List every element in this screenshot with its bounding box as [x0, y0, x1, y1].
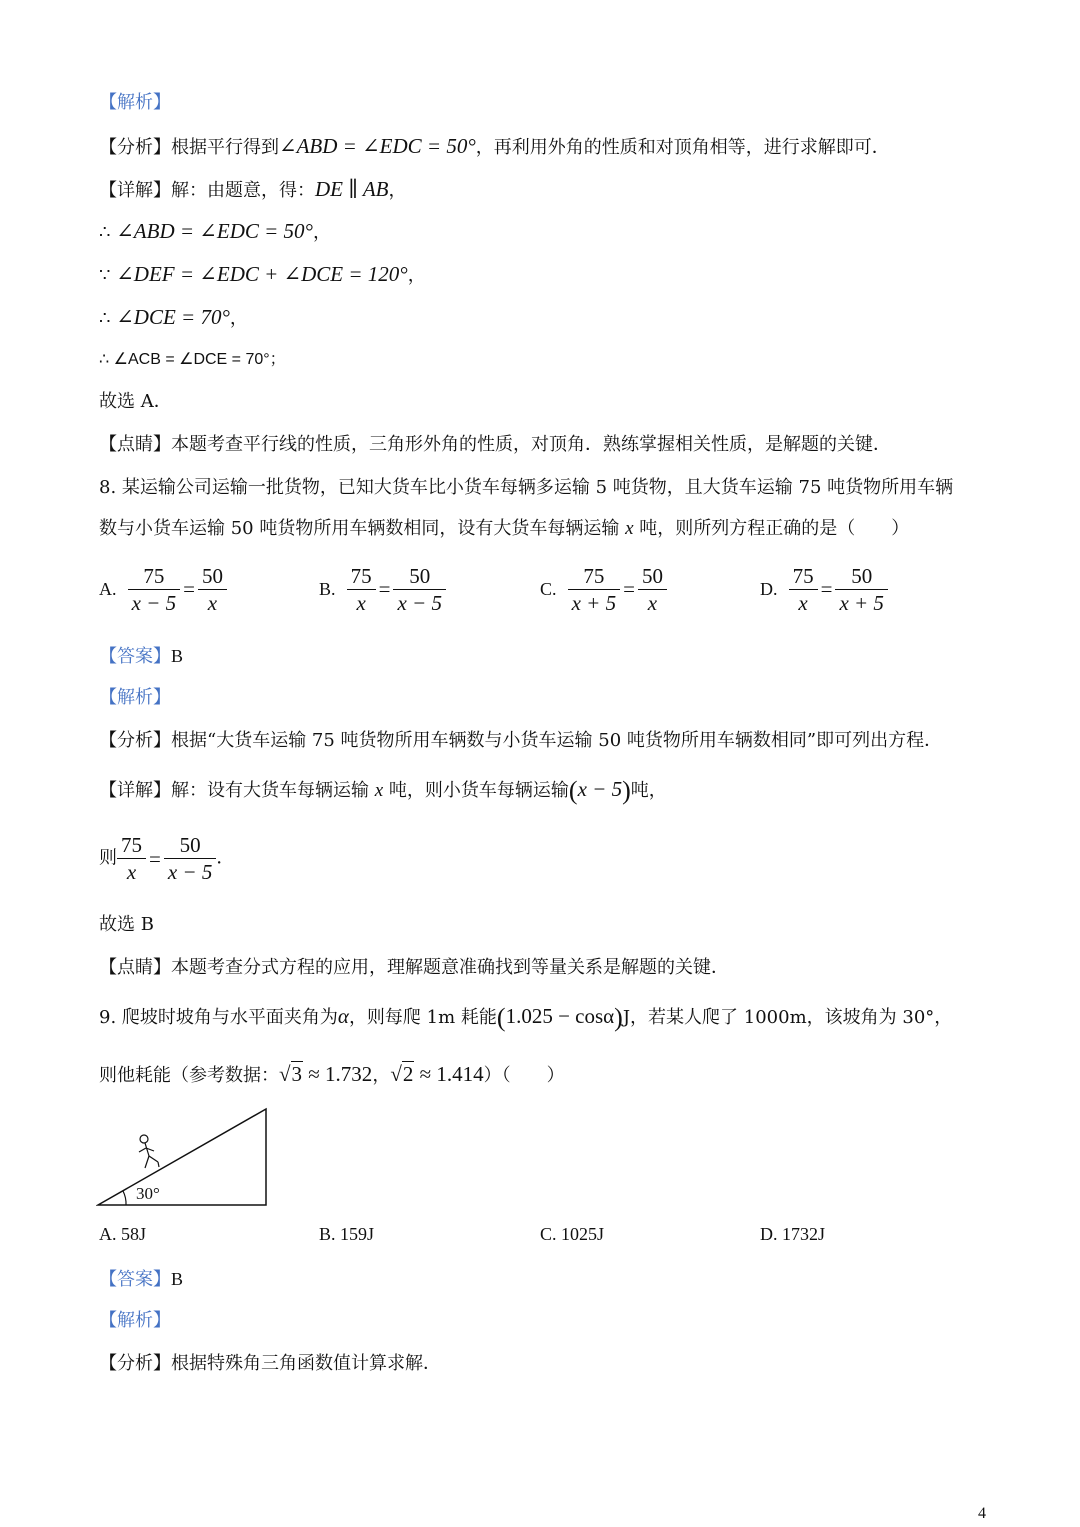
- angle-arc: [123, 1191, 126, 1205]
- denominator: x + 5: [571, 591, 617, 615]
- numerator: 50: [393, 563, 446, 590]
- step-3-math: ∠DCE = 70°: [116, 305, 230, 329]
- q9-text-end: J，若某人爬了 1000m，该坡角为 30°，: [622, 1007, 953, 1028]
- question-9-line-2: [99, 1062, 565, 1088]
- fraction: [835, 563, 888, 616]
- denominator: x: [207, 591, 218, 615]
- sqrt-2: √2: [390, 1062, 414, 1086]
- denominator: x + 5: [839, 591, 884, 615]
- energy-expression: 1.025 − cosα: [505, 1004, 615, 1028]
- denominator: x − 5: [167, 860, 213, 884]
- option-label: D.: [760, 579, 778, 599]
- numerator: 75: [347, 563, 376, 590]
- q8-option-d: [760, 563, 888, 616]
- fraction: [198, 563, 227, 616]
- slope-triangle: [98, 1109, 266, 1205]
- step-3: [99, 305, 248, 331]
- climber-icon: [139, 1135, 159, 1168]
- solution-line: [99, 177, 406, 203]
- equals-sign: =: [378, 577, 391, 601]
- option-label: B.: [319, 579, 336, 599]
- denominator: x − 5: [131, 591, 177, 615]
- left-paren: (: [496, 1003, 506, 1032]
- comma: ，: [372, 1065, 391, 1086]
- numerator: 50: [164, 832, 217, 859]
- step-1-punct: ，: [312, 222, 331, 243]
- fraction: [128, 563, 181, 616]
- slope-figure: [96, 1104, 272, 1210]
- answer-line-q9: [99, 1267, 183, 1292]
- step-3-punct: ，: [229, 308, 248, 329]
- q9-text: 9. 爬坡时坡角与水平面夹角为: [99, 1007, 338, 1028]
- question-9-line-1: [99, 1004, 952, 1030]
- analysis-line-q8: 【分析】根据“大货车运输 75 吨货物所用车辆数与小货车运输 50 吨货物所用车辆数相同”即可列出方程．: [99, 730, 943, 751]
- answer-value: B: [171, 646, 184, 666]
- comment-line-q8: 【点睛】本题考查分式方程的应用，理解题意准确找到等量关系是解题的关键．: [99, 957, 729, 978]
- analysis-text: 【分析】根据平行得到: [99, 137, 279, 158]
- numerator: 50: [198, 563, 227, 590]
- answer-line-q8: [99, 644, 183, 669]
- option-label: A.: [99, 579, 117, 599]
- q8-option-a: [99, 563, 227, 616]
- q8-text: 数与小货车运输 50 吨货物所用车辆数相同，设有大货车每辆运输: [99, 518, 626, 539]
- numerator: 75: [789, 563, 818, 590]
- sqrt2-value: ≈ 1.414: [414, 1062, 484, 1086]
- equals-sign: =: [183, 577, 195, 601]
- because-symbol: ∵: [99, 265, 111, 286]
- therefore-symbol: ∴: [99, 222, 111, 243]
- solution-text: 【详解】解：由题意，得：: [99, 180, 315, 201]
- angle-equation: ∠ABD = ∠EDC = 50°: [279, 134, 476, 158]
- q8-option-b: [319, 563, 446, 616]
- q9-ref-text: 则他耗能（参考数据：: [99, 1065, 279, 1086]
- step-2: [99, 262, 426, 288]
- q8-variable: x: [625, 518, 634, 539]
- fraction: [789, 563, 818, 616]
- denominator: x: [647, 591, 658, 615]
- analysis-line-q9: 【分析】根据特殊角三角函数值计算求解．: [99, 1353, 441, 1374]
- sqrt-3: √3: [279, 1062, 303, 1086]
- step-1: [99, 219, 331, 245]
- fraction: [347, 563, 376, 616]
- answer-choice-line: 故选 A．: [99, 391, 172, 412]
- equation-line: [99, 832, 234, 885]
- q9-option-a: A. 58J: [99, 1224, 147, 1244]
- radicand: 2: [402, 1062, 414, 1086]
- period: ．: [216, 847, 235, 869]
- step-2-punct: ，: [407, 265, 426, 286]
- fraction: [638, 563, 667, 616]
- solution-text-end: 吨，: [630, 780, 667, 801]
- numerator: 75: [117, 832, 146, 859]
- ze-text: 则: [99, 847, 117, 869]
- therefore-symbol: ∴: [99, 308, 111, 329]
- step-4: ∴ ∠ACB = ∠DCE = 70°；: [99, 351, 286, 368]
- angle-label: 30°: [136, 1184, 160, 1203]
- equals-sign: =: [820, 577, 833, 601]
- q9-text-mid: ，则每爬 1m 耗能: [348, 1007, 497, 1028]
- numerator: 75: [128, 563, 181, 590]
- answer-choice-line: 故选 B: [99, 914, 154, 935]
- analysis-line: [99, 134, 890, 160]
- parallel-statement: DE ∥ AB: [315, 177, 389, 201]
- equals-sign: =: [149, 846, 161, 871]
- denominator: x: [798, 591, 808, 615]
- right-paren: ): [614, 1003, 623, 1032]
- q8-option-c: [540, 563, 667, 616]
- sqrt3-value: ≈ 1.732: [303, 1062, 373, 1086]
- answer-header: 【答案】: [99, 1269, 171, 1290]
- option-label: C.: [540, 579, 557, 599]
- step-1-math: ∠ABD = ∠EDC = 50°: [116, 219, 313, 243]
- fraction: [568, 563, 621, 616]
- denominator: x − 5: [397, 591, 442, 615]
- expression: x − 5: [577, 777, 623, 801]
- fraction: [164, 832, 217, 885]
- solution-text-mid: 吨，则小货车每辆运输: [383, 780, 569, 801]
- numerator: 75: [568, 563, 621, 590]
- page-number: 4: [978, 1505, 986, 1522]
- q9-option-d: D. 1732J: [760, 1224, 826, 1244]
- section-header-jiexi: 【解析】: [99, 92, 171, 113]
- analysis-text-rest: ，再利用外角的性质和对顶角相等，进行求解即可．: [475, 137, 890, 158]
- q9-option-b: B. 159J: [319, 1224, 375, 1244]
- right-paren: ): [622, 776, 631, 805]
- step-2-math: ∠DEF = ∠EDC + ∠DCE = 120°: [116, 262, 408, 286]
- alpha-symbol: α: [337, 1004, 349, 1028]
- q8-text-rest: 吨，则所列方程正确的是（ ）: [633, 518, 910, 539]
- section-header-jiexi: 【解析】: [99, 1310, 171, 1331]
- question-8-line-1: 8. 某运输公司运输一批货物，已知大货车比小货车每辆多运输 5 吨货物，且大货车运输 75 吨货物所用车辆: [99, 477, 954, 498]
- section-header-jiexi: 【解析】: [99, 687, 171, 708]
- question-8-line-2: [99, 517, 909, 541]
- solution-text: 【详解】解：设有大货车每辆运输: [99, 780, 375, 801]
- solution-line-q8: [99, 777, 667, 803]
- denominator: x: [126, 860, 137, 884]
- q9-ref-text-end: ）（ ）: [483, 1065, 565, 1086]
- fraction: [393, 563, 446, 616]
- radicand: 3: [291, 1062, 303, 1086]
- q9-option-c: C. 1025J: [540, 1224, 605, 1244]
- solution-punct: ，: [388, 180, 407, 201]
- fraction: [117, 832, 146, 885]
- denominator: x: [356, 591, 366, 615]
- numerator: 50: [835, 563, 888, 590]
- variable-x: x: [374, 780, 384, 801]
- numerator: 50: [638, 563, 667, 590]
- answer-value: B: [171, 1269, 184, 1289]
- answer-header: 【答案】: [99, 646, 171, 667]
- comment-line: 【点睛】本题考查平行线的性质，三角形外角的性质，对顶角．熟练掌握相关性质，是解题的关键．: [99, 434, 891, 455]
- equals-sign: =: [623, 577, 635, 601]
- left-paren: (: [568, 776, 578, 805]
